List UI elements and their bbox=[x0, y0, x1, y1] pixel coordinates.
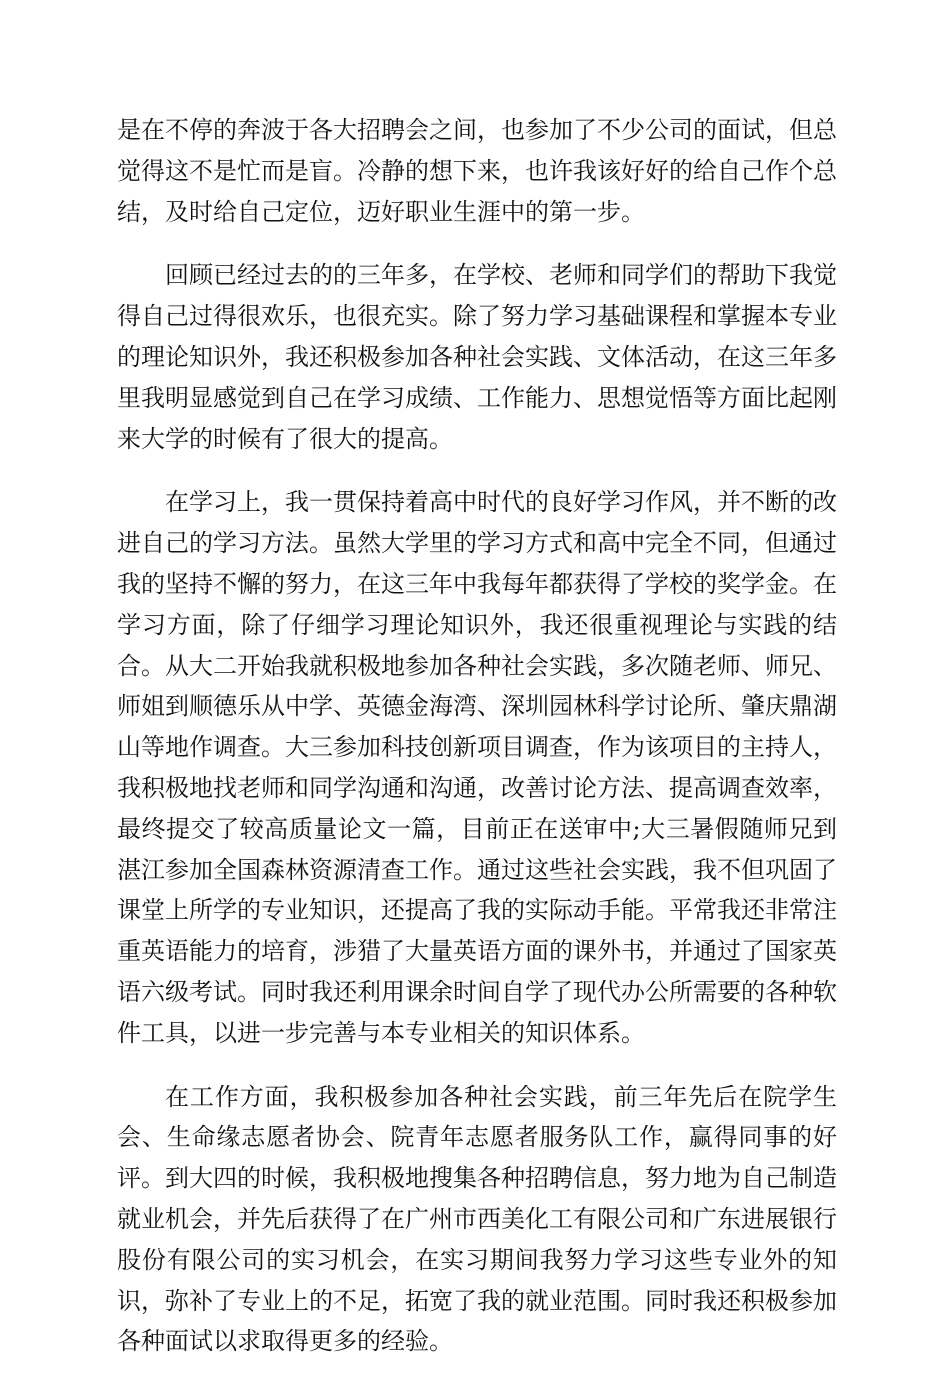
paragraph-3: 在学习上，我一贯保持着高中时代的良好学习作风，并不断的改进自己的学习方法。虽然大学里的学习方式和高中完全不同，但通过我的坚持不懈的努力，在这三年中我每年都获得了学校的奖学金。在学习方面，除了仔细学习理论知识外，我还很重视理论与实践的结合。从大二开始我就积极地参加各种社会实践，多次随老师、师兄、师姐到顺德乐从中学、英德金海湾、深圳园林科学讨论所、肇庆鼎湖山等地作调查。大三参加科技创新项目调查，作为该项目的主持人，我积极地找老师和同学沟通和沟通，改善讨论方法、提高调查效率，最终提交了较高质量论文一篇，目前正在送审中;大三暑假随师兄到湛江参加全国森林资源清查工作。通过这些社会实践，我不但巩固了课堂上所学的专业知识，还提高了我的实际动手能。平常我还非常注重英语能力的培育，涉猎了大量英语方面的课外书，并通过了国家英语六级考试。同时我还利用课余时间自学了现代办公所需要的各种软件工具，以进一步完善与本专业相关的知识体系。 bbox=[117, 488, 837, 1047]
document-body bbox=[117, 110, 837, 1385]
paragraph-2: 回顾已经过去的的三年多，在学校、老师和同学们的帮助下我觉得自己过得很欢乐，也很充实。除了努力学习基础课程和掌握本专业的理论知识外，我还积极参加各种社会实践、文体活动，在这三年多里我明显感觉到自己在学习成绩、工作能力、思想觉悟等方面比起刚来大学的时候有了很大的提高。 bbox=[117, 261, 837, 453]
paragraph-1: 是在不停的奔波于各大招聘会之间，也参加了不少公司的面试，但总觉得这不是忙而是盲。冷静的想下来，也许我该好好的给自己作个总结，及时给自己定位，迈好职业生涯中的第一步。 bbox=[117, 116, 837, 226]
paragraph-4: 在工作方面，我积极参加各种社会实践，前三年先后在院学生会、生命缘志愿者协会、院青年志愿者服务队工作，赢得同事的好评。到大四的时候，我积极地搜集各种招聘信息，努力地为自己制造就业机会，并先后获得了在广州市西美化工有限公司和广东进展银行股份有限公司的实习机会，在实习期间我努力学习这些专业外的知识，弥补了专业上的不足，拓宽了我的就业范围。同时我还积极参加各种面试以求取得更多的经验。 bbox=[117, 1082, 837, 1356]
